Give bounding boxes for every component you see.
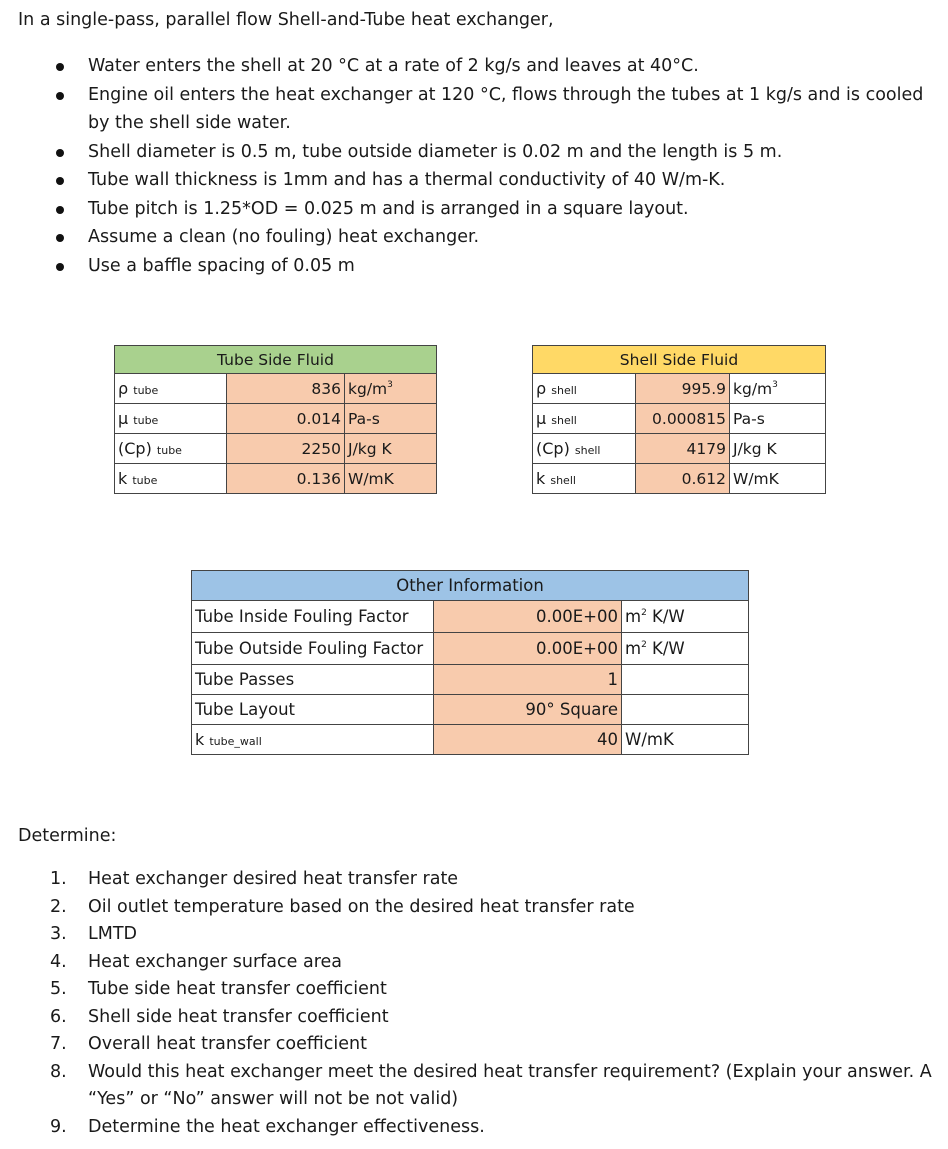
property-unit: $kg/m^3$ <box>730 374 826 404</box>
info-label: Tube Outside Fouling Factor <box>192 633 434 665</box>
other-table-title: Other Information <box>192 571 749 601</box>
task-number: 6. <box>50 1006 67 1027</box>
table-row <box>192 665 749 695</box>
property-value: 995.9 <box>636 374 730 404</box>
table-row <box>192 725 749 755</box>
task-number: 3. <box>50 924 67 944</box>
given-item: Water enters the shell at 20 °C at a rate of 2 kg/s and leaves at 40°C. <box>50 52 930 81</box>
info-value: 0.00E+00 <box>434 633 622 665</box>
table-row <box>192 695 749 725</box>
given-item: Tube pitch is 1.25*OD = 0.025 m and is arranged in a square layout. <box>50 195 930 224</box>
table-row <box>192 633 749 665</box>
task-item: 7. Overall heat transfer coefficient <box>50 1031 935 1059</box>
property-symbol: (Cp) shell <box>533 434 636 464</box>
shell-table-title: Shell Side Fluid <box>533 346 826 374</box>
task-item: 9. Determine the heat exchanger effectiveness. <box>50 1114 935 1142</box>
task-number: 4. <box>50 951 67 972</box>
table-row <box>115 404 437 434</box>
task-number: 5. <box>50 979 67 999</box>
given-item: Tube wall thickness is 1mm and has a thermal conductivity of 40 W/m-K. <box>50 166 930 195</box>
property-symbol: k shell <box>533 464 636 494</box>
tasks-list <box>50 866 935 1141</box>
info-unit: $m^2$ K/W <box>622 633 749 665</box>
property-unit: Pa-s <box>345 404 437 434</box>
task-number: 1. <box>50 869 67 889</box>
property-value: 2250 <box>227 434 345 464</box>
task-number: 2. <box>50 896 67 917</box>
tube-table-title: Tube Side Fluid <box>115 346 437 374</box>
task-item: 2. Oil outlet temperature based on the desired heat transfer rate <box>50 894 935 922</box>
property-unit: W/mK <box>345 464 437 494</box>
task-item: 1. Heat exchanger desired heat transfer rate <box>50 866 935 894</box>
other-info-table <box>191 570 749 755</box>
property-symbol: (Cp) tube <box>115 434 227 464</box>
determine-heading: Determine: <box>18 826 117 846</box>
property-unit: Pa-s <box>730 404 826 434</box>
problem-intro: In a single-pass, parallel flow Shell-and-Tube heat exchanger, <box>18 10 554 30</box>
table-row <box>533 434 826 464</box>
table-row <box>533 374 826 404</box>
table-row <box>115 464 437 494</box>
table-row <box>192 601 749 633</box>
property-value: 836 <box>227 374 345 404</box>
property-value: 0.136 <box>227 464 345 494</box>
info-label: Tube Passes <box>192 665 434 695</box>
property-unit: $kg/m^3$ <box>345 374 437 404</box>
property-value: 4179 <box>636 434 730 464</box>
task-number: 9. <box>50 1116 67 1137</box>
info-unit <box>622 695 749 725</box>
property-unit: W/mK <box>730 464 826 494</box>
property-symbol: ρ tube <box>115 374 227 404</box>
task-number: 7. <box>50 1034 67 1054</box>
table-row <box>115 374 437 404</box>
info-label: Tube Layout <box>192 695 434 725</box>
info-label: Tube Inside Fouling Factor <box>192 601 434 633</box>
table-row <box>115 434 437 464</box>
info-value: 40 <box>434 725 622 755</box>
table-row <box>533 404 826 434</box>
info-unit: $m^2$ K/W <box>622 601 749 633</box>
given-item: Shell diameter is 0.5 m, tube outside diameter is 0.02 m and the length is 5 m. <box>50 138 930 167</box>
property-value: 0.612 <box>636 464 730 494</box>
task-item: 6. Shell side heat transfer coefficient <box>50 1004 935 1032</box>
info-value: 1 <box>434 665 622 695</box>
property-symbol: μ tube <box>115 404 227 434</box>
property-unit: J/kg K <box>730 434 826 464</box>
property-value: 0.000815 <box>636 404 730 434</box>
property-unit: J/kg K <box>345 434 437 464</box>
info-unit <box>622 665 749 695</box>
property-symbol: μ shell <box>533 404 636 434</box>
info-value: 0.00E+00 <box>434 601 622 633</box>
task-item: 4. Heat exchanger surface area <box>50 949 935 977</box>
shell-side-table <box>532 345 826 494</box>
table-row <box>533 464 826 494</box>
property-symbol: k tube <box>115 464 227 494</box>
given-item: Use a baffle spacing of 0.05 m <box>50 252 930 281</box>
given-item: Engine oil enters the heat exchanger at 120 °C, flows through the tubes at 1 kg/s and is cooled by the shell side water. <box>50 81 930 138</box>
task-number: 8. <box>50 1061 67 1082</box>
givens-list <box>50 52 930 280</box>
task-item: 8. Would this heat exchanger meet the desired heat transfer requirement? (Explain your answer. A “Yes” or “No” answer will not be not valid) <box>50 1059 935 1114</box>
info-unit: W/mK <box>622 725 749 755</box>
property-symbol: ρ shell <box>533 374 636 404</box>
given-item: Assume a clean (no fouling) heat exchanger. <box>50 223 930 252</box>
info-value: 90° Square <box>434 695 622 725</box>
property-value: 0.014 <box>227 404 345 434</box>
tube-side-table <box>114 345 437 494</box>
info-label: k tube_wall <box>192 725 434 755</box>
task-item: 5. Tube side heat transfer coefficient <box>50 976 935 1004</box>
task-item: 3. LMTD <box>50 921 935 949</box>
